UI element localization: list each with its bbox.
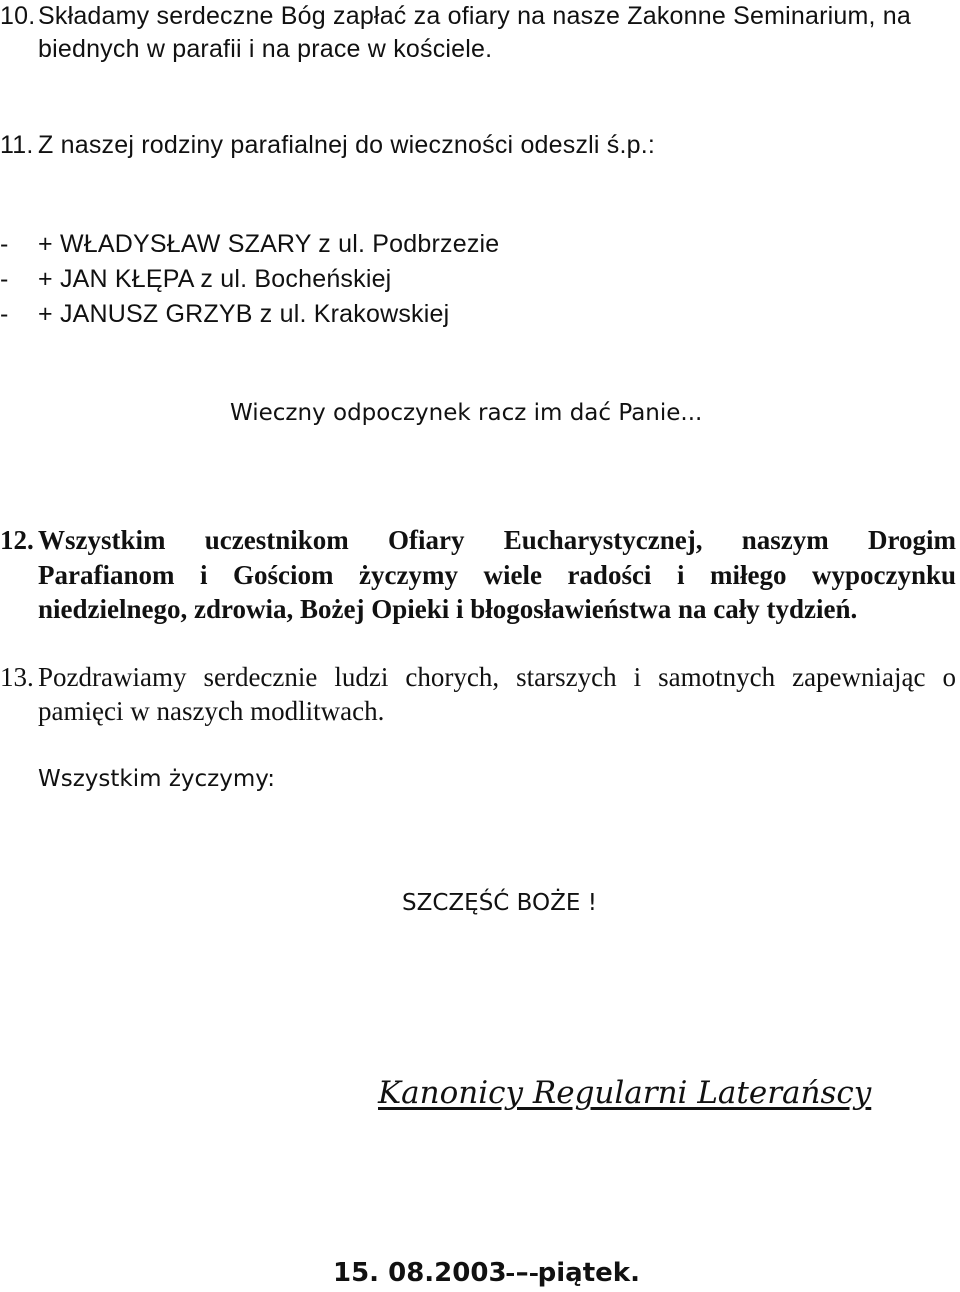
deceased-dash: - (0, 230, 9, 258)
item-10-line-2: biednych w parafii i na prace w kościele. (38, 35, 493, 63)
signature: Kanonicy Regularni Laterańscy (378, 1075, 872, 1111)
deceased-dash: - (0, 265, 9, 293)
item-12-line-1: Wszystkim uczestnikom Ofiary Eucharystycznej, naszym Drogim (38, 525, 956, 555)
item-10-line-1 (0, 2, 911, 31)
wishes-intro: Wszystkim życzymy: (38, 766, 275, 792)
deceased-name: + JAN KŁĘPA z ul. Bocheńskiej (38, 265, 392, 293)
date-line (333, 1258, 640, 1288)
item-10-text-1: Składamy serdeczne Bóg zapłać za ofiary na nasze Zakonne Seminarium, na (38, 2, 911, 30)
item-13-number: 13. (0, 662, 34, 692)
item-11-text: Z naszej rodziny parafialnej do wieczności odeszli ś.p.: (38, 131, 656, 159)
deceased-name: + JANUSZ GRZYB z ul. Krakowskiej (38, 300, 450, 328)
deceased-name: + WŁADYSŁAW SZARY z ul. Podbrzezie (38, 230, 500, 258)
item-12-number: 12. (0, 525, 34, 555)
item-13-line-1: Pozdrawiamy serdecznie ludzi chorych, starszych i samotnych zapewniając o (38, 662, 956, 692)
prayer-line: Wieczny odpoczynek racz im dać Panie... (230, 400, 703, 426)
item-13-line-2: pamięci w naszych modlitwach. (38, 696, 385, 726)
item-12-line-3: niedzielnego, zdrowia, Bożej Opieki i błogosławieństwa na cały tydzień. (38, 594, 858, 624)
deceased-item (0, 300, 449, 329)
date-dash: – (506, 1258, 538, 1288)
item-10-number: 10. (0, 2, 36, 30)
item-11-number: 11. (0, 131, 34, 159)
item-11-line (0, 131, 655, 160)
deceased-item (0, 265, 391, 294)
weekday: piątek. (537, 1258, 640, 1288)
greeting: SZCZĘŚĆ BOŻE ! (402, 890, 597, 916)
item-12-line-2: Parafianom i Gościom życzymy wiele radości i miłego wypoczynku (38, 560, 956, 590)
deceased-item (0, 230, 499, 259)
deceased-dash: - (0, 300, 9, 328)
date: 15. 08.2003 (333, 1258, 507, 1288)
